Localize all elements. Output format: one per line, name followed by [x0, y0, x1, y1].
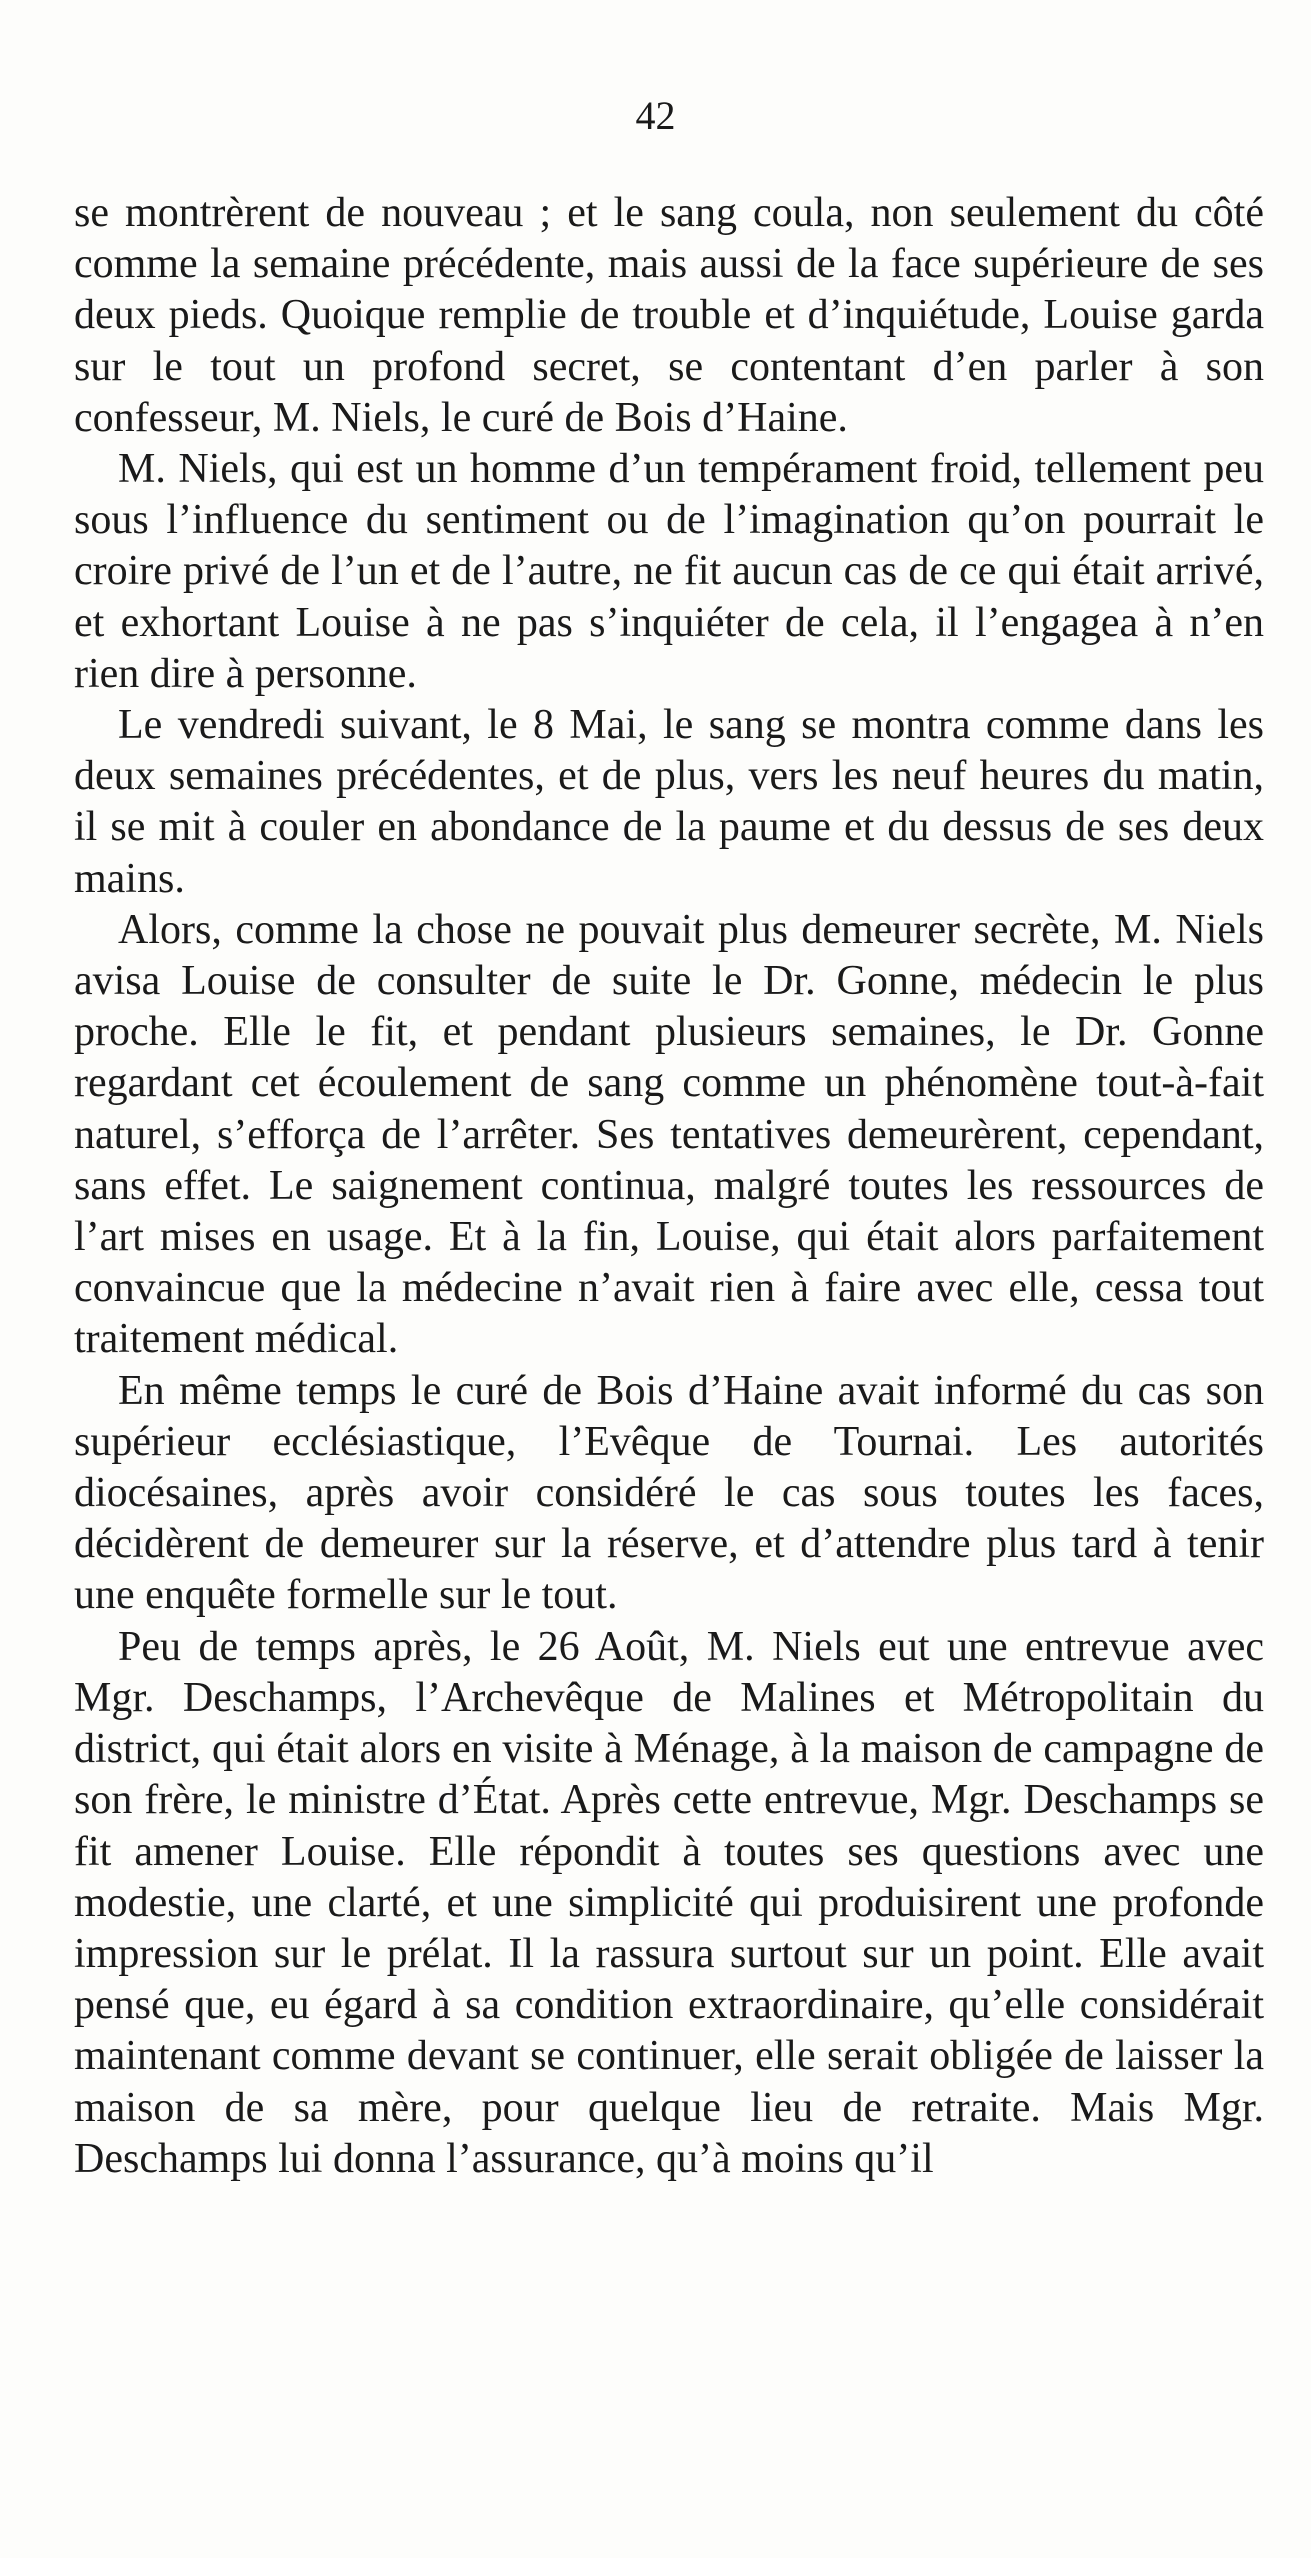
paragraph-6: Peu de temps après, le 26 Août, M. Niels eut une entrevue avec Mgr. Deschamps, l’Archevêque de Malines et Métropolitain du district, qui était alors en visite à Ménage, à la maison de campagne de son frère, le ministre d’État. Après cette entrevue, Mgr. Deschamps se fit amener Louise. Elle répondit à toutes ses questions avec une modestie, une clarté, et une simplicité qui produisirent une profonde impression sur le prélat. Il la rassura surtout sur un point. Elle avait pensé que, eu égard à sa condition extraordinaire, qu’elle considérait maintenant comme devant se continuer, elle serait obligée de laisser la maison de sa mère, pour quelque lieu de retraite. Mais Mgr. Deschamps lui donna l’assurance, qu’à moins qu’il [74, 1623, 1264, 2182]
paragraph-1: se montrèrent de nouveau ; et le sang coula, non seulement du côté comme la semaine précédente, mais aussi de la face supérieure de ses deux pieds. Quoique remplie de trouble et d’inquiétude, Louise garda sur le tout un profond secret, se contentant d’en parler à son confesseur, M. Niels, le curé de Bois d’Haine. [74, 190, 1264, 441]
paragraph-4: Alors, comme la chose ne pouvait plus demeurer secrète, M. Niels avisa Louise de consulter de suite le Dr. Gonne, médecin le plus proche. Elle le fit, et pendant plusieurs semaines, le Dr. Gonne regardant cet écoulement de sang comme un phénomène tout-à-fait naturel, s’efforça de l’arrêter. Ses tentatives demeurèrent, cependant, sans effet. Le saignement continua, malgré toutes les ressources de l’art mises en usage. Et à la fin, Louise, qui était alors parfaitement convaincue que la médecine n’avait rien à faire avec elle, cessa tout traitement médical. [74, 906, 1264, 1363]
body-text [74, 188, 1264, 2185]
paragraph-5: En même temps le curé de Bois d’Haine avait informé du cas son supérieur ecclésiastique, l’Evêque de Tournai. Les autorités diocésaines, après avoir considéré le cas sous toutes les faces, décidèrent de demeurer sur la réserve, et d’attendre plus tard à tenir une enquête formelle sur le tout. [74, 1367, 1264, 1619]
paragraph-3: Le vendredi suivant, le 8 Mai, le sang se montra comme dans les deux semaines précédentes, et de plus, vers les neuf heures du matin, il se mit à couler en abondance de la paume et du dessus de ses deux mains. [74, 702, 1264, 902]
page-number: 42 [635, 93, 676, 138]
paragraph-2: M. Niels, qui est un homme d’un tempérament froid, tellement peu sous l’influence du sentiment ou de l’imagination qu’on pourrait le croire privé de l’un et de l’autre, ne fit aucun cas de ce qui était arrivé, et exhortant Louise à ne pas s’inquiéter de cela, il l’engagea à n’en rien dire à personne. [74, 446, 1264, 697]
